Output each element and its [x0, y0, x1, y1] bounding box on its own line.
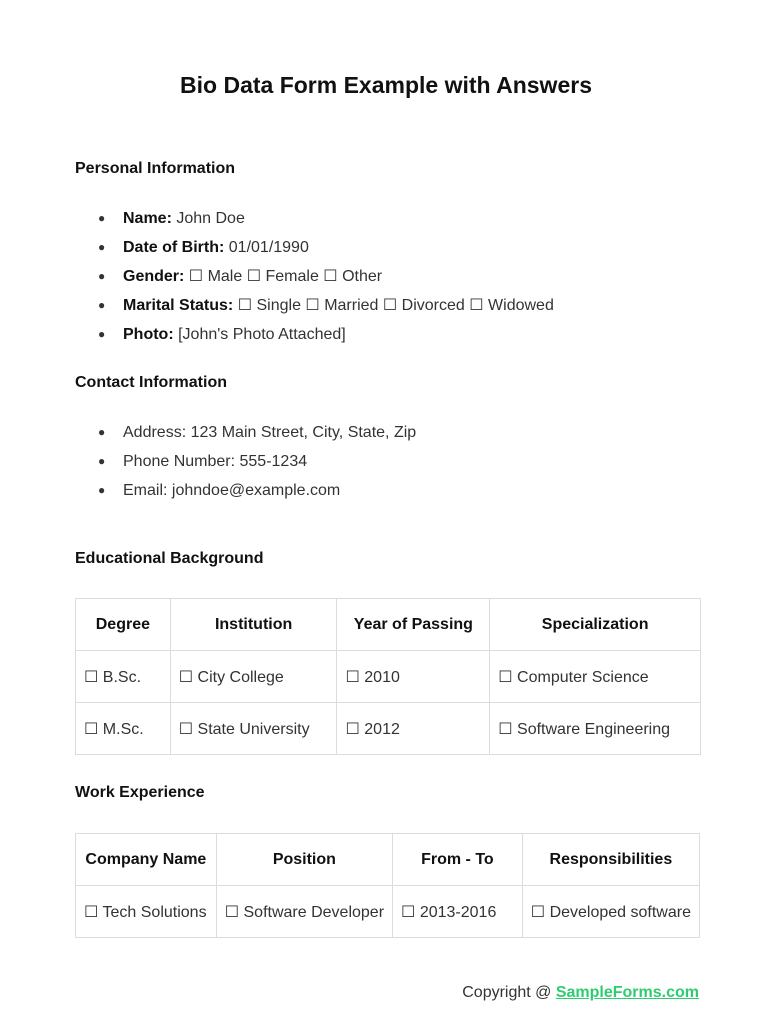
- table-row: [76, 651, 701, 703]
- brand-link[interactable]: SampleForms.com: [555, 984, 699, 1001]
- field-value: John Doe: [171, 210, 245, 227]
- personal-info-heading: Personal Information: [75, 160, 236, 177]
- field-label: Marital Status:: [123, 297, 234, 314]
- column-header: Company Name: [76, 834, 217, 886]
- list-item-photo: [75, 320, 554, 349]
- list-item-name: [75, 204, 554, 233]
- column-header: Position: [216, 834, 392, 886]
- list-item-phone: ● Phone Number: 555-1234: [75, 447, 416, 476]
- table-cell: ☐ 2010: [337, 651, 490, 703]
- column-header: Responsibilities: [522, 834, 699, 886]
- work-table: [75, 833, 700, 938]
- table-header-row: [76, 599, 701, 651]
- column-header: Specialization: [490, 599, 701, 651]
- footer-copyright: [462, 984, 699, 1002]
- field-value: ☐ Single ☐ Married ☐ Divorced ☐ Widowed: [233, 297, 554, 314]
- table-cell: ☐ Developed software: [522, 886, 699, 938]
- education-heading: Educational Background: [75, 550, 264, 567]
- contact-info-list: [75, 418, 416, 505]
- table-cell: ☐ City College: [170, 651, 337, 703]
- column-header: From - To: [393, 834, 523, 886]
- education-table: [75, 598, 701, 755]
- table-cell: ☐ Software Developer: [216, 886, 392, 938]
- table-cell: ☐ M.Sc.: [76, 703, 171, 755]
- table-cell: ☐ Tech Solutions: [76, 886, 217, 938]
- field-label: Gender:: [123, 268, 185, 285]
- copyright-text: Copyright @: [462, 984, 556, 1001]
- table-cell: ☐ B.Sc.: [76, 651, 171, 703]
- field-label: Name:: [123, 210, 172, 227]
- contact-info-heading: Contact Information: [75, 374, 227, 391]
- field-label: Date of Birth:: [123, 239, 225, 256]
- list-item-address: ● Address: 123 Main Street, City, State, Zip: [75, 418, 416, 447]
- column-header: Institution: [170, 599, 337, 651]
- field-value: 01/01/1990: [224, 239, 309, 256]
- table-cell: ☐ Software Engineering: [490, 703, 701, 755]
- table-row: [76, 886, 700, 938]
- field-value: ☐ Male ☐ Female ☐ Other: [184, 268, 383, 285]
- column-header: Year of Passing: [337, 599, 490, 651]
- personal-info-list: [75, 204, 554, 349]
- table-cell: ☐ 2012: [337, 703, 490, 755]
- table-cell: ☐ 2013-2016: [393, 886, 523, 938]
- table-cell: ☐ Computer Science: [490, 651, 701, 703]
- page-title: Bio Data Form Example with Answers: [180, 72, 592, 98]
- work-heading: Work Experience: [75, 784, 205, 801]
- list-item-dob: [75, 233, 554, 262]
- table-header-row: [76, 834, 700, 886]
- list-item-marital-status: [75, 291, 554, 320]
- table-cell: ☐ State University: [170, 703, 337, 755]
- field-value: [John's Photo Attached]: [173, 326, 346, 343]
- column-header: Degree: [76, 599, 171, 651]
- list-item-gender: [75, 262, 554, 291]
- list-item-email: ● Email: johndoe@example.com: [75, 476, 416, 505]
- field-label: Photo:: [123, 326, 174, 343]
- table-row: [76, 703, 701, 755]
